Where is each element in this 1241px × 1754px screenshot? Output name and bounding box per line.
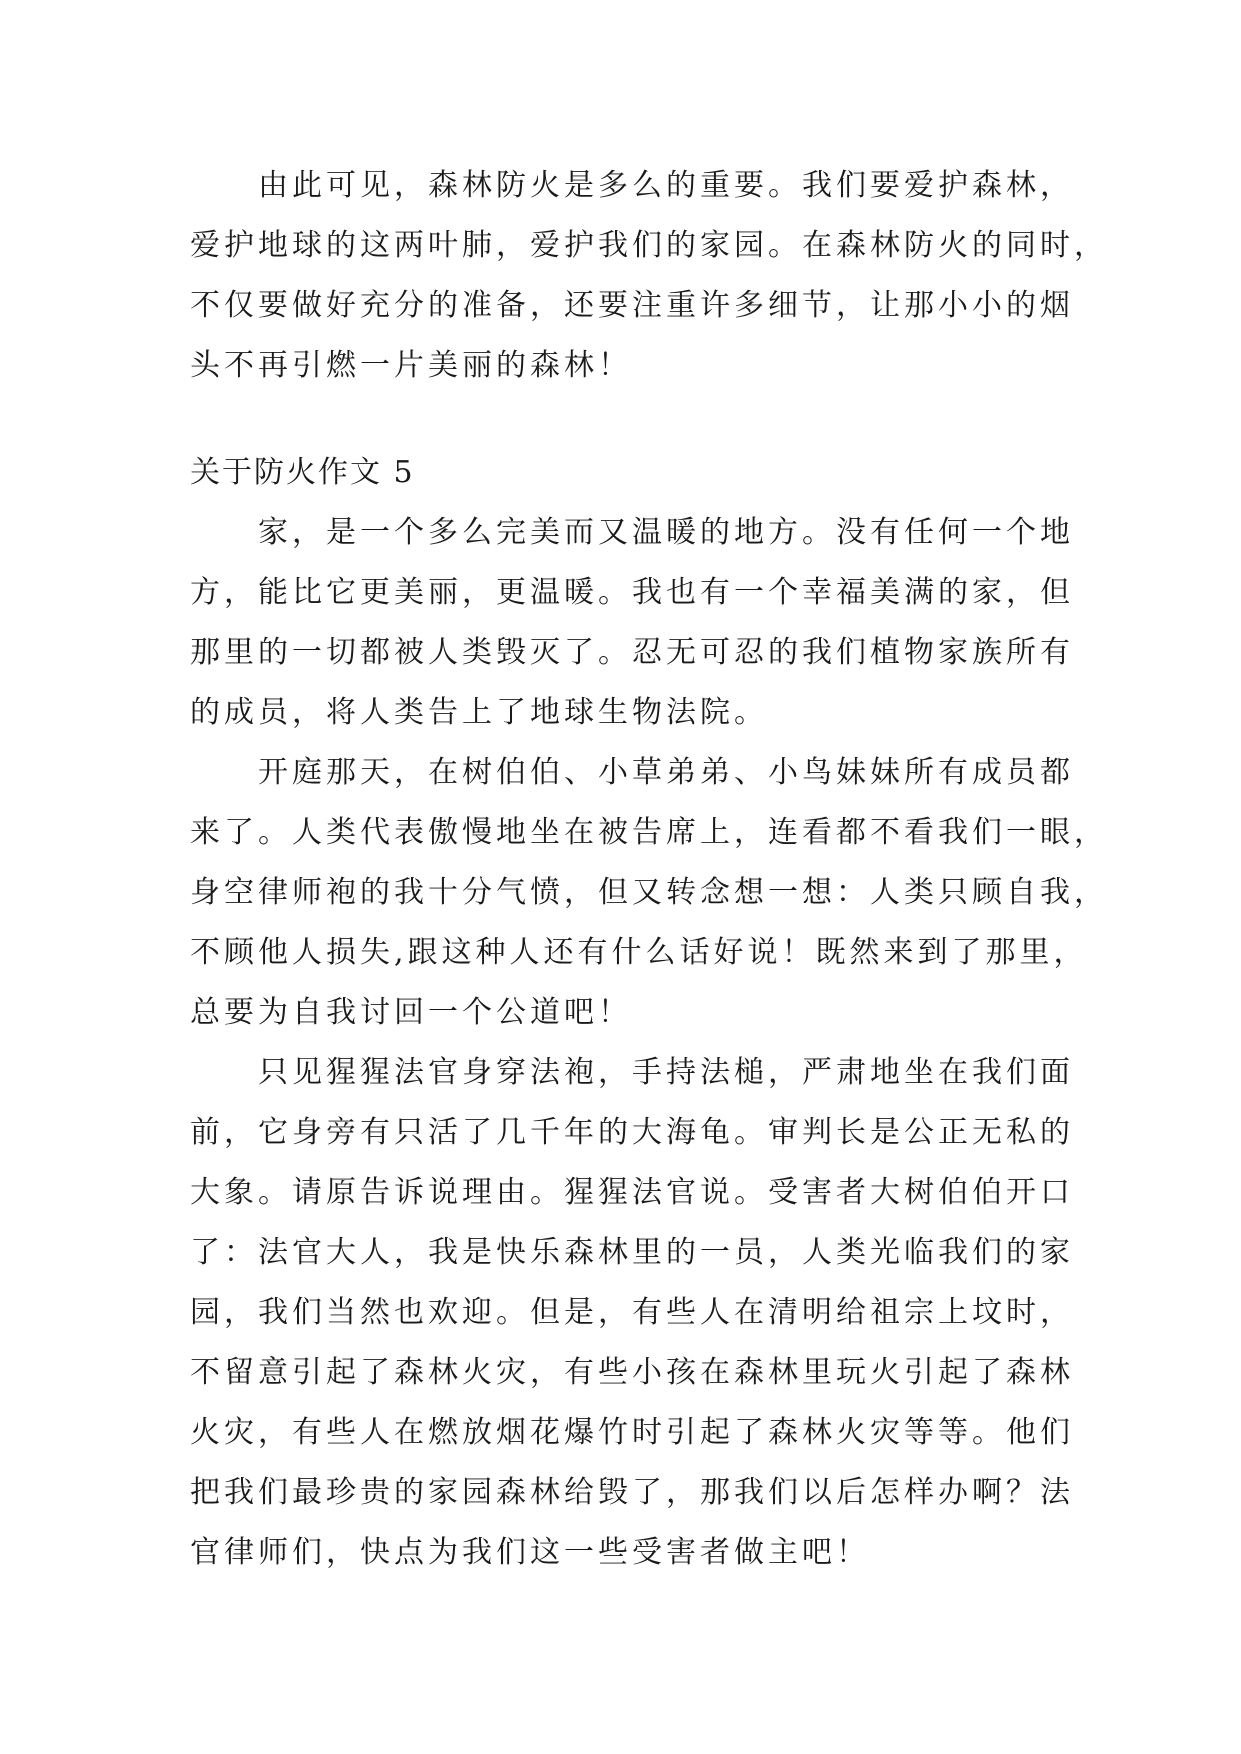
paragraph-line: 方，能比它更美丽，更温暖。我也有一个幸福美满的家，但 [190,575,1074,610]
paragraph-line: 的成员，将人类告上了地球生物法院。 [190,695,768,730]
paragraph-line: 不顾他人损失,跟这种人还有什么话好说！既然来到了那里， [190,935,1088,970]
paragraph-line: 头不再引燃一片美丽的森林！ [190,348,632,383]
paragraph-line: 爱护地球的这两叶肺，爱护我们的家园。在森林防火的同时， [190,228,1108,263]
paragraph-line: 不仅要做好充分的准备，还要注重许多细节，让那小小的烟 [190,288,1074,323]
paragraph-line: 把我们最珍贵的家园森林给毁了，那我们以后怎样办啊？法 [190,1475,1074,1510]
paragraph-line: 前，它身旁有只活了几千年的大海龟。审判长是公正无私的 [190,1115,1074,1150]
paragraph-line: 火灾，有些人在燃放烟花爆竹时引起了森林火灾等等。他们 [190,1415,1074,1450]
paragraph-line: 总要为自我讨回一个公道吧！ [190,995,632,1030]
paragraph-line: 只见猩猩法官身穿法袍，手持法槌，严肃地坐在我们面 [258,1055,1074,1090]
paragraph-line: 不留意引起了森林火灾，有些小孩在森林里玩火引起了森林 [190,1355,1074,1390]
paragraph-line: 由此可见，森林防火是多么的重要。我们要爱护森林， [258,168,1074,203]
paragraph-line: 身空律师袍的我十分气愤，但又转念想一想：人类只顾自我， [190,875,1108,910]
paragraph-line: 家，是一个多么完美而又温暖的地方。没有任何一个地 [258,515,1074,550]
paragraph-line: 了：法官大人，我是快乐森林里的一员，人类光临我们的家 [190,1235,1074,1270]
paragraph-line: 官律师们，快点为我们这一些受害者做主吧！ [190,1535,870,1570]
paragraph-line: 那里的一切都被人类毁灭了。忍无可忍的我们植物家族所有 [190,635,1074,670]
paragraph-line: 园，我们当然也欢迎。但是，有些人在清明给祖宗上坟时， [190,1295,1074,1330]
section-heading: 关于防火作文 5 [190,455,415,490]
paragraph-line: 大象。请原告诉说理由。猩猩法官说。受害者大树伯伯开口 [190,1175,1074,1210]
paragraph-line: 开庭那天，在树伯伯、小草弟弟、小鸟妹妹所有成员都 [258,755,1074,790]
paragraph-line: 来了。人类代表傲慢地坐在被告席上，连看都不看我们一眼， [190,815,1108,850]
